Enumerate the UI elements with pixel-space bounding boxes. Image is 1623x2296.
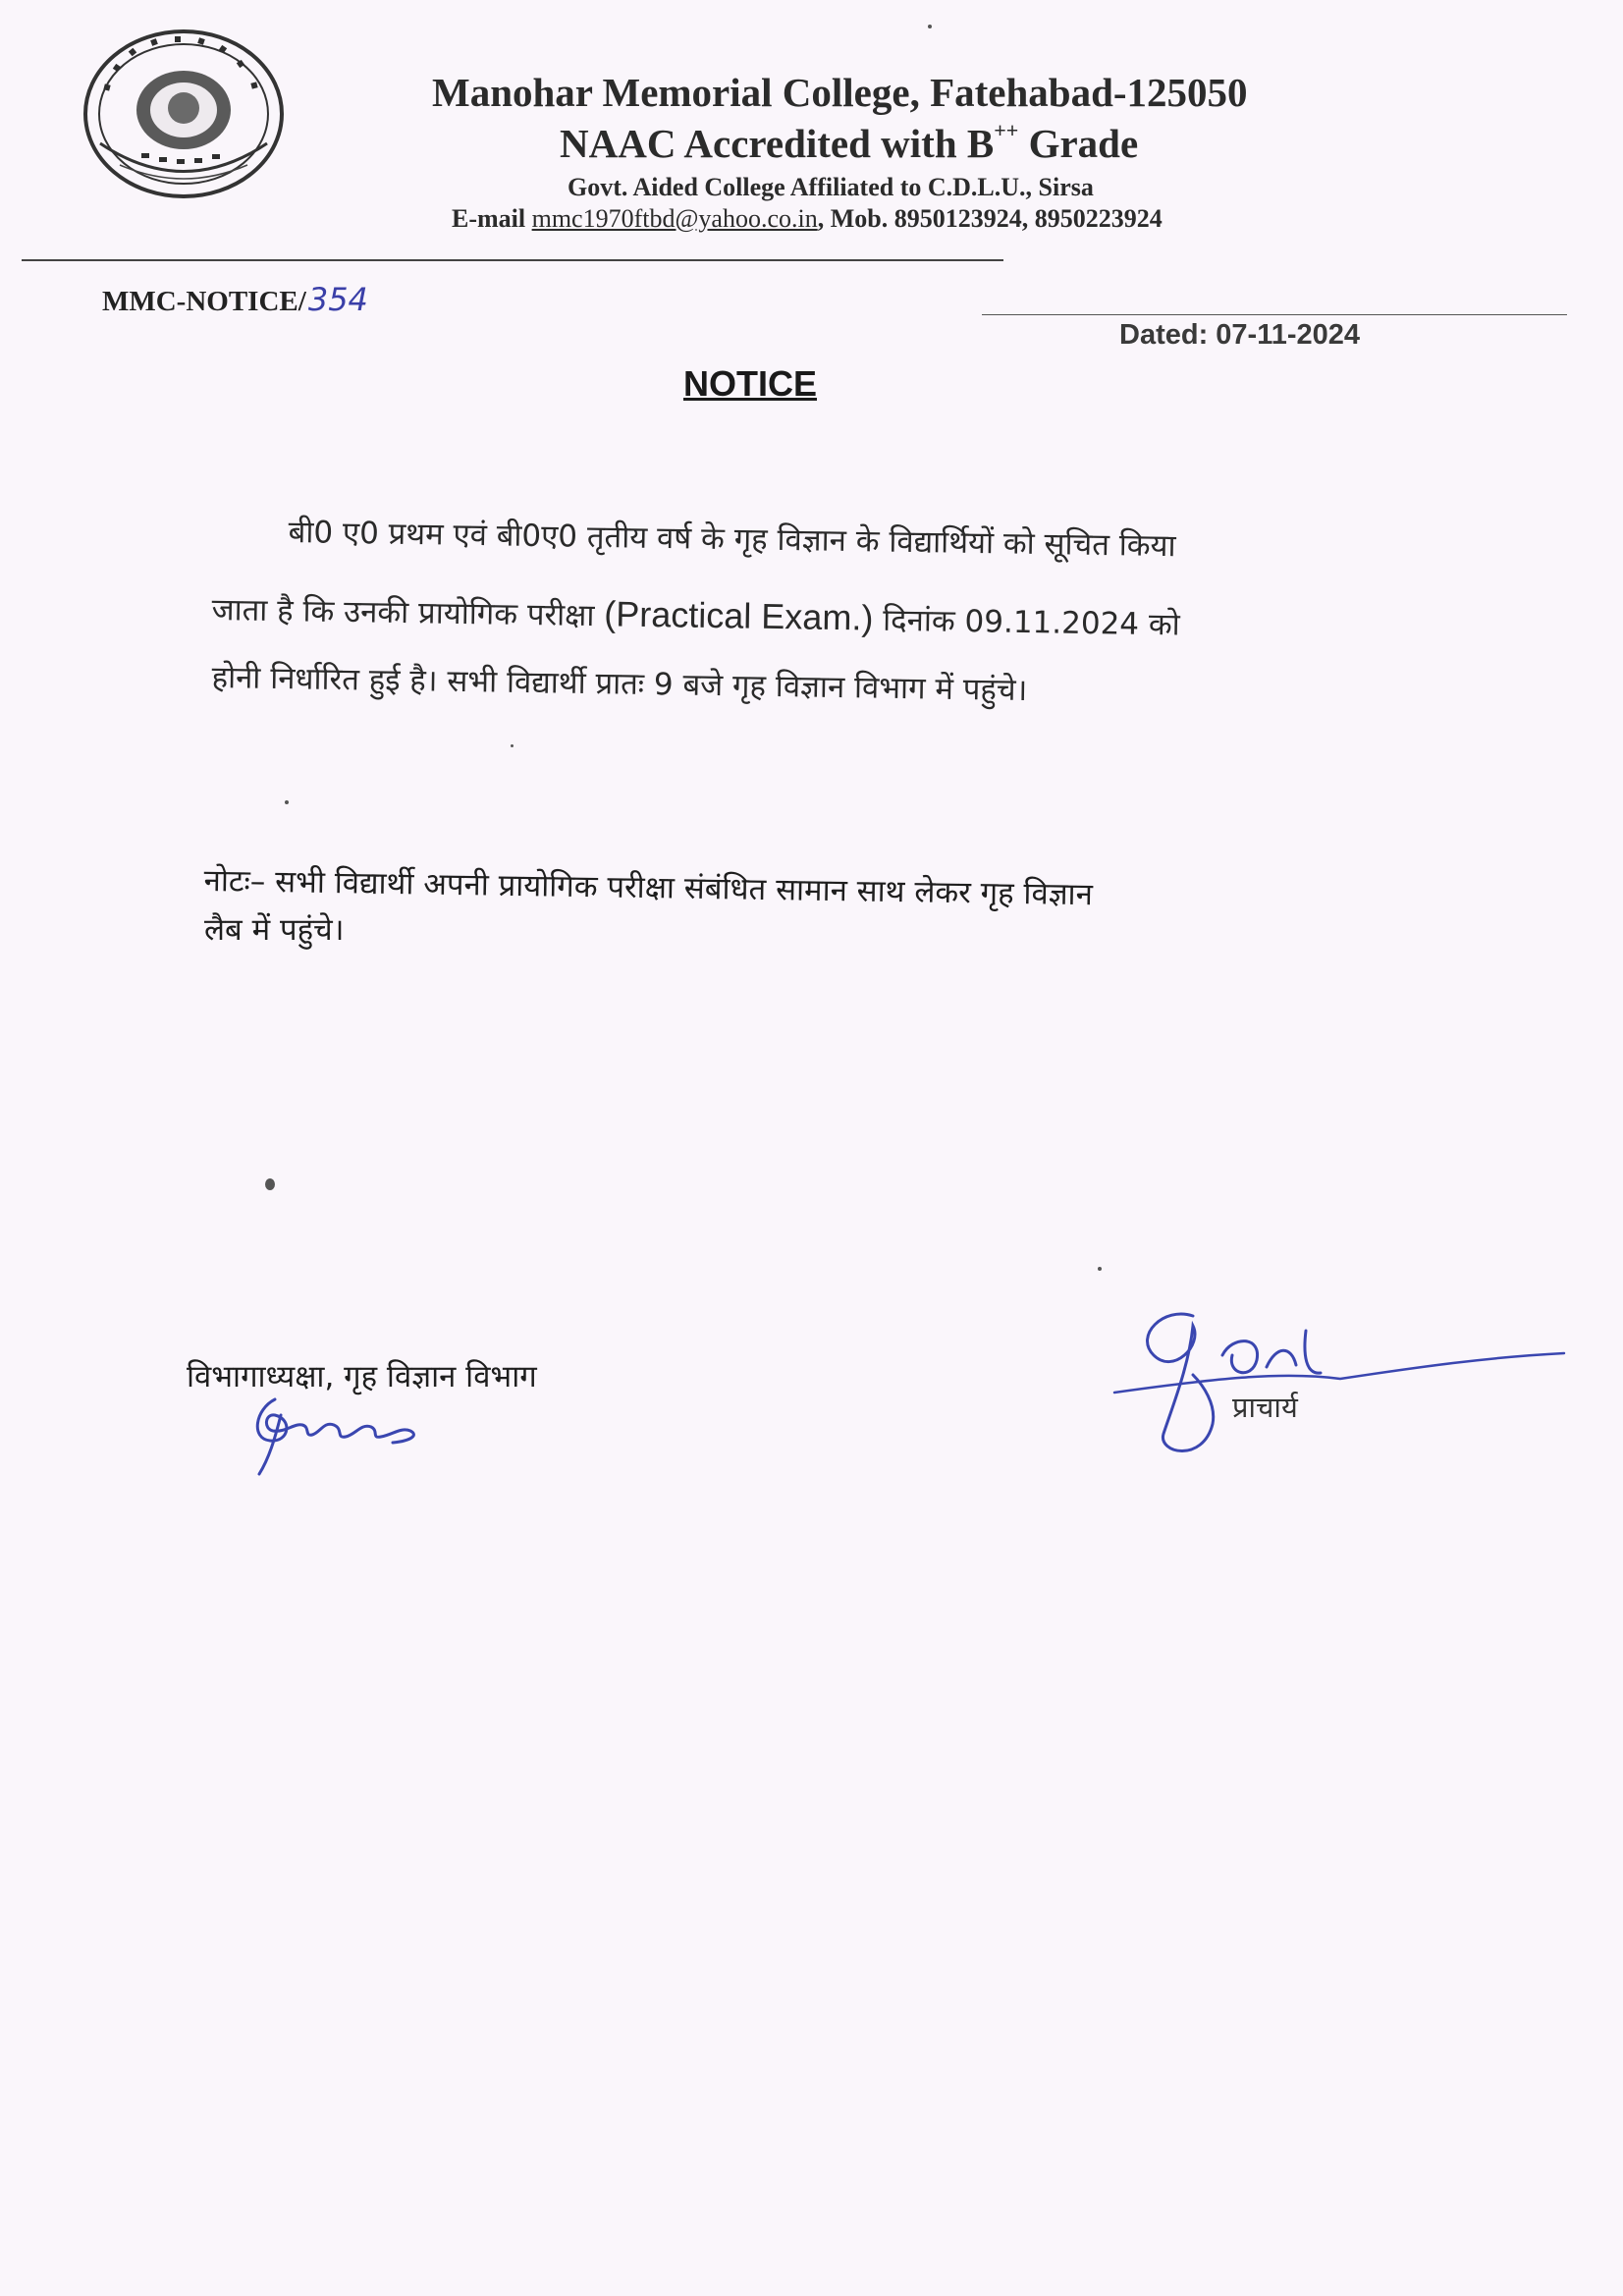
handwritten-signature-icon	[1095, 1277, 1566, 1463]
notice-heading: NOTICE	[683, 363, 818, 404]
scan-speck	[511, 744, 514, 747]
college-seal-icon	[81, 27, 287, 200]
handwritten-notice-number: 354	[307, 281, 368, 318]
body-line-1: बी0 ए0 प्रथम एवं बी0ए0 तृतीय वर्ष के गृह विज्ञान के विद्यार्थियों को सूचित किया	[288, 514, 1176, 565]
naac-accreditation: NAAC Accredited with B++ Grade	[560, 118, 1139, 166]
note-line-1: नोटः– सभी विद्यार्थी अपनी प्रायोगिक परीक्षा संबंधित सामान साथ लेकर गृह विज्ञान	[203, 862, 1094, 913]
notice-number: MMC-NOTICE/354	[102, 281, 368, 318]
scan-speck	[285, 800, 289, 804]
notice-date: Dated: 07-11-2024	[1119, 319, 1361, 351]
scan-speck	[1098, 1267, 1102, 1271]
body-line-3: होनी निर्धारित हुई है। सभी विद्यार्थी प्रातः 9 बजे गृह विज्ञान विभाग में पहुंचे।	[211, 659, 1028, 709]
handwritten-signature-icon	[245, 1380, 461, 1488]
principal-designation: प्राचार्य	[1232, 1391, 1298, 1424]
letterhead-divider	[22, 259, 1003, 261]
letterhead	[432, 69, 1335, 234]
body-line-2: जाता है कि उनकी प्रायोगिक परीक्षा (Practical Exam.) दिनांक 09.11.2024 को	[211, 591, 1181, 643]
letterhead-divider-right	[982, 314, 1567, 315]
scan-speck	[928, 25, 932, 28]
email-address: mmc1970ftbd@yahoo.co.in	[531, 204, 818, 233]
college-name: Manohar Memorial College, Fatehabad-125050	[432, 70, 1248, 115]
hod-designation: विभागाध्यक्षा, गृह विज्ञान विभाग	[187, 1359, 537, 1394]
contact-line: E-mail mmc1970ftbd@yahoo.co.in, Mob. 8950123924, 8950223924	[452, 204, 1163, 233]
note-line-2: लैब में पहुंचे।	[204, 912, 345, 948]
affiliation: Govt. Aided College Affiliated to C.D.L.U., Sirsa	[568, 173, 1094, 201]
scan-speck	[265, 1178, 275, 1190]
